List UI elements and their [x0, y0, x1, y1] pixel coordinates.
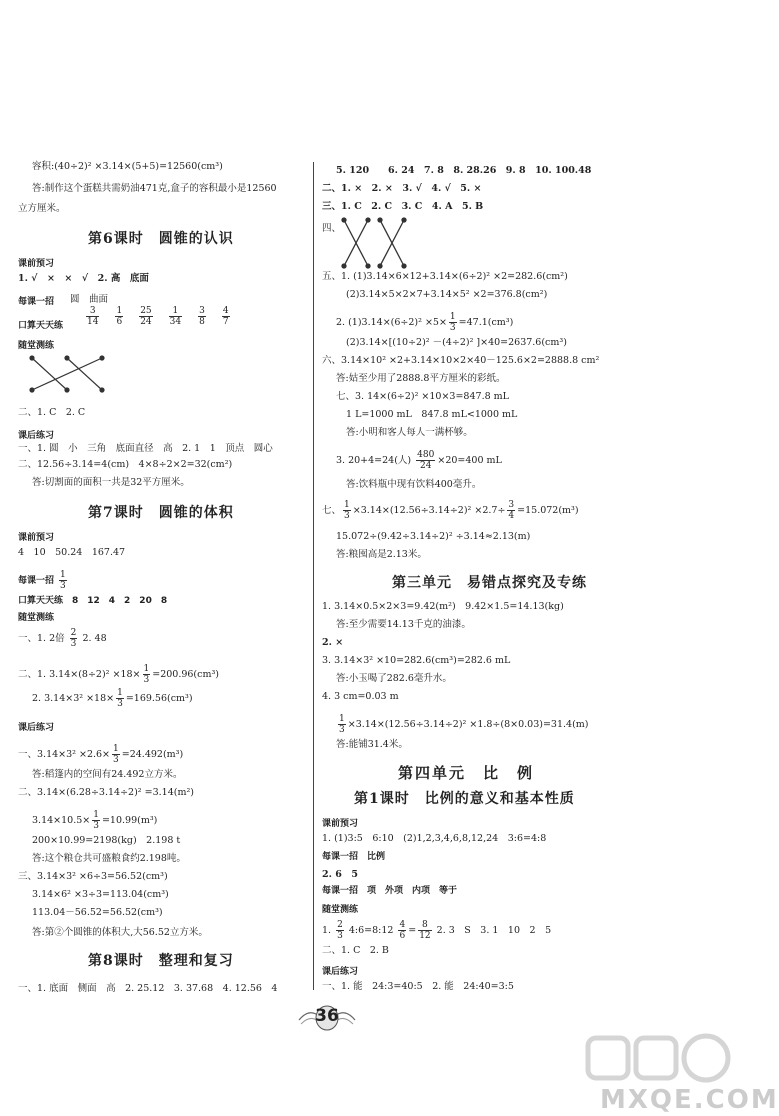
text-line: 1 L=1000 mL 847.8 mL<1000 mL	[346, 409, 518, 420]
unit-heading-4: 第四单元 比 例	[398, 764, 535, 782]
text-line: 容积:(40÷2)² ×3.14×(5+5)=12560(cm³)	[32, 161, 223, 172]
section-label: 课后练习	[18, 723, 55, 733]
text-line: 113.04－56.52=56.52(cm³)	[32, 907, 163, 918]
fraction-numerator: 480	[417, 450, 435, 460]
text-line: (2)3.14×[(10÷2)² －(4÷2)² ]×40=2637.6(cm³)	[346, 337, 567, 348]
text-line: 一、1. 底面 侧面 高 2. 25.12 3. 37.68 4. 12.56 4	[18, 983, 278, 994]
text-line: 1. 3.14×0.5×2×3=9.42(m²) 9.42×1.5=14.13(kg)	[322, 601, 564, 612]
text-line	[18, 664, 219, 685]
fraction: $\frac{25}{24}$	[140, 306, 152, 327]
text-line	[18, 628, 107, 649]
fraction: $\frac{4}{7}$	[222, 306, 229, 327]
lesson-heading-8: 第8课时 整理和复习	[88, 953, 234, 969]
fraction: $\frac{3}{14}$	[87, 306, 99, 327]
text-line: (2)3.14×5×2×7+3.14×5² ×2=376.8(cm²)	[346, 289, 548, 300]
text-segment: 一、1. 2倍	[18, 633, 65, 644]
text-line: 七、3. 14×(6÷2)² ×10×3=847.8 mL	[336, 391, 509, 402]
fraction: $\frac{3}{4}$	[508, 500, 515, 521]
text-line: 答:小明和客人每人一满杯够。	[346, 427, 473, 438]
text-line: 答:粮囤高是2.13米。	[336, 549, 427, 560]
section-label: 随堂测练	[18, 613, 55, 623]
text-line: 三、1. C 2. C 3. C 4. A 5. B	[322, 201, 484, 212]
text-line: 二、1. C 2. C	[18, 407, 86, 418]
lesson-heading-7: 第7课时 圆锥的体积	[88, 505, 234, 521]
text-line: 六、3.14×10² ×2+3.14×10×2×40－125.6×2=2888.8 cm²	[322, 355, 600, 366]
fraction: $\frac{1}{3}$	[143, 664, 150, 685]
lesson-heading-6: 第6课时 圆锥的认识	[88, 231, 234, 247]
text-segment: 3. 20+4=24(人)	[336, 455, 412, 466]
text-segment: 2. 3 S 3. 1 10 2 5	[436, 925, 552, 936]
text-line: 答:第②个圆锥的体积大,大56.52立方米。	[32, 927, 208, 938]
text-segment: =15.072(m³)	[517, 505, 579, 516]
fraction: $\frac{1}{3}$	[339, 714, 345, 735]
text-segment: =200.96(cm³)	[152, 669, 219, 680]
watermark-text: MXQE.COM	[600, 1085, 779, 1115]
column-divider	[313, 162, 314, 990]
text-segment: ×20=400 mL	[437, 455, 502, 466]
fraction: $\frac{1}{3}$	[60, 570, 66, 591]
text-segment: =47.1(cm³)	[458, 317, 514, 328]
text-segment: 3.14×10.5×	[32, 815, 91, 826]
text-line: 答:饮料瓶中现有饮料400毫升。	[346, 479, 482, 490]
fraction: $\frac{8}{12}$	[419, 920, 431, 941]
text-line	[32, 810, 157, 831]
fraction: $\frac{1}{3}$	[93, 810, 99, 831]
text-segment: ×3.14×(12.56÷3.14÷2)² ×2.7÷	[352, 505, 506, 516]
fraction: $\frac{1}{3}$	[449, 312, 456, 333]
fraction	[416, 450, 435, 471]
text-line: 答:姑至少用了2888.8平方厘米的彩纸。	[336, 373, 506, 384]
text-line: 二、1. × 2. × 3. √ 4. √ 5. ×	[322, 183, 482, 194]
text-line: 200×10.99=2198(kg) 2.198 t	[32, 835, 181, 846]
text-line: 答:稻篷内的空间有24.492立方米。	[32, 769, 183, 780]
fraction: $\frac{1}{6}$	[116, 306, 123, 327]
section-label: 口算天天练	[18, 321, 64, 331]
text-line	[336, 450, 502, 471]
matching-diagram	[338, 216, 418, 270]
fraction: $\frac{1}{3}$	[344, 500, 350, 521]
text-line: 1. $\frac{2}{3}$ 4:6=8:12 $\frac{4}{6}$ = $\frac{8}{12}$ 2. 3 S 3. 1 10 2 5	[322, 920, 552, 941]
text-line: 3.14×6² ×3÷3=113.04(cm³)	[32, 889, 169, 900]
section-label: 随堂测练	[18, 341, 55, 351]
text-line: 圆 曲面	[70, 294, 109, 305]
section-label: 每课一招	[18, 576, 55, 586]
text-line	[322, 500, 579, 521]
text-line: 一、1. 能 24:3=40:5 2. 能 24:40=3:5	[322, 981, 514, 992]
text-line: 立方厘米。	[18, 203, 66, 214]
fraction: $\frac{1}{3}$	[117, 688, 123, 709]
text-segment: 一、3.14×3² ×2.6×	[18, 749, 111, 760]
section-label: 课前预习	[322, 819, 359, 829]
section-label: 每课一招	[18, 297, 55, 307]
text-line: 答:这个粮仓共可盛粮食约2.198吨。	[32, 853, 186, 864]
text-line: 二、12.56÷3.14=4(cm) 4×8÷2×2=32(cm²)	[18, 459, 233, 470]
text-segment: =10.99(m³)	[101, 815, 158, 826]
text-segment: =24.492(m³)	[121, 749, 184, 760]
fraction: $\frac{1}{34}$	[169, 306, 182, 327]
lesson-heading-4-1: 第1课时 比例的意义和基本性质	[354, 791, 575, 807]
text-line	[18, 744, 183, 765]
text-line: 二、3.14×(6.28÷3.14÷2)² =3.14(m²)	[18, 787, 194, 798]
text-segment: 2. 48	[82, 633, 107, 644]
fraction: $\frac{2}{3}$	[337, 920, 343, 941]
fraction-list	[78, 306, 238, 327]
text-segment: 2. (1)3.14×(6÷2)² ×5×	[336, 317, 447, 328]
text-line: 一、1. 圆 小 三角 底面直径 高 2. 1 1 顶点 圆心	[18, 443, 273, 454]
section-label: 课前预习	[18, 259, 55, 269]
section-label: 随堂测练	[322, 905, 359, 915]
text-line: 答:小玉喝了282.6毫升水。	[336, 673, 452, 684]
fraction: $\frac{1}{3}$	[113, 744, 119, 765]
text-line	[336, 714, 589, 735]
text-segment: 4:6=8:12	[348, 925, 394, 936]
fraction-denominator: 24	[420, 461, 432, 471]
text-line: 5. 120 6. 24 7. 8 8. 28.26 9. 8 10. 100.48	[336, 165, 592, 176]
text-line: 3. 3.14×3² ×10=282.6(cm³)=282.6 mL	[322, 655, 511, 666]
section-label: 课后练习	[18, 431, 55, 441]
text-line: 答:制作这个蛋糕共需奶油471克,盒子的容积最小是12560	[32, 183, 277, 194]
unit-heading-3: 第三单元 易错点探究及专练	[392, 575, 587, 591]
page-number: 36	[315, 1006, 339, 1026]
text-segment: 七、	[322, 505, 342, 516]
text-line: 每课一招 比例	[322, 852, 386, 862]
section-label: 课后练习	[322, 967, 359, 977]
text-line	[18, 570, 69, 591]
text-line: 4 10 50.24 167.47	[18, 547, 126, 558]
text-line: 三、3.14×3² ×6÷3=56.52(cm³)	[18, 871, 168, 882]
fraction: $\frac{3}{8}$	[199, 306, 205, 327]
text-line: 答:能铺31.4米。	[336, 739, 408, 750]
text-line: 1. (1)3:5 6:10 (2)1,2,3,4,6,8,12,24 3:6=4:8	[322, 833, 547, 844]
fraction: $\frac{2}{3}$	[70, 628, 77, 649]
text-line: 答:切割面的面积一共是32平方厘米。	[32, 477, 190, 488]
text-line: 每课一招 项 外项 内项 等于	[322, 886, 458, 896]
text-line: 四、	[322, 223, 342, 234]
text-segment: ×3.14×(12.56÷3.14÷2)² ×1.8÷(8×0.03)=31.4(m)	[347, 719, 589, 730]
text-line: 15.072÷(9.42÷3.14÷2)² ÷3.14≈2.13(m)	[336, 531, 531, 542]
section-label: 课前预习	[18, 533, 55, 543]
text-line: 2. ×	[322, 637, 344, 648]
text-line: 4. 3 cm=0.03 m	[322, 691, 399, 702]
text-line: 五、1. (1)3.14×6×12+3.14×(6÷2)² ×2=282.6(cm²)	[322, 271, 568, 282]
text-segment: =169.56(cm³)	[125, 693, 193, 704]
text-line	[32, 688, 193, 709]
text-segment: 2. 3.14×3² ×18×	[32, 693, 115, 704]
fraction: $\frac{4}{6}$	[399, 920, 406, 941]
text-line	[336, 312, 513, 333]
text-line: 答:至少需要14.13千克的油漆。	[336, 619, 471, 630]
text-line: 二、1. C 2. B	[322, 945, 389, 956]
matching-diagram	[22, 352, 112, 396]
text-line: 1. √ × × √ 2. 高 底面	[18, 273, 149, 284]
text-line: 口算天天练 8 12 4 2 20 8	[18, 596, 168, 606]
text-segment: 二、1. 3.14×(8÷2)² ×18×	[18, 669, 141, 680]
text-line: 2. 6 5	[322, 869, 358, 880]
